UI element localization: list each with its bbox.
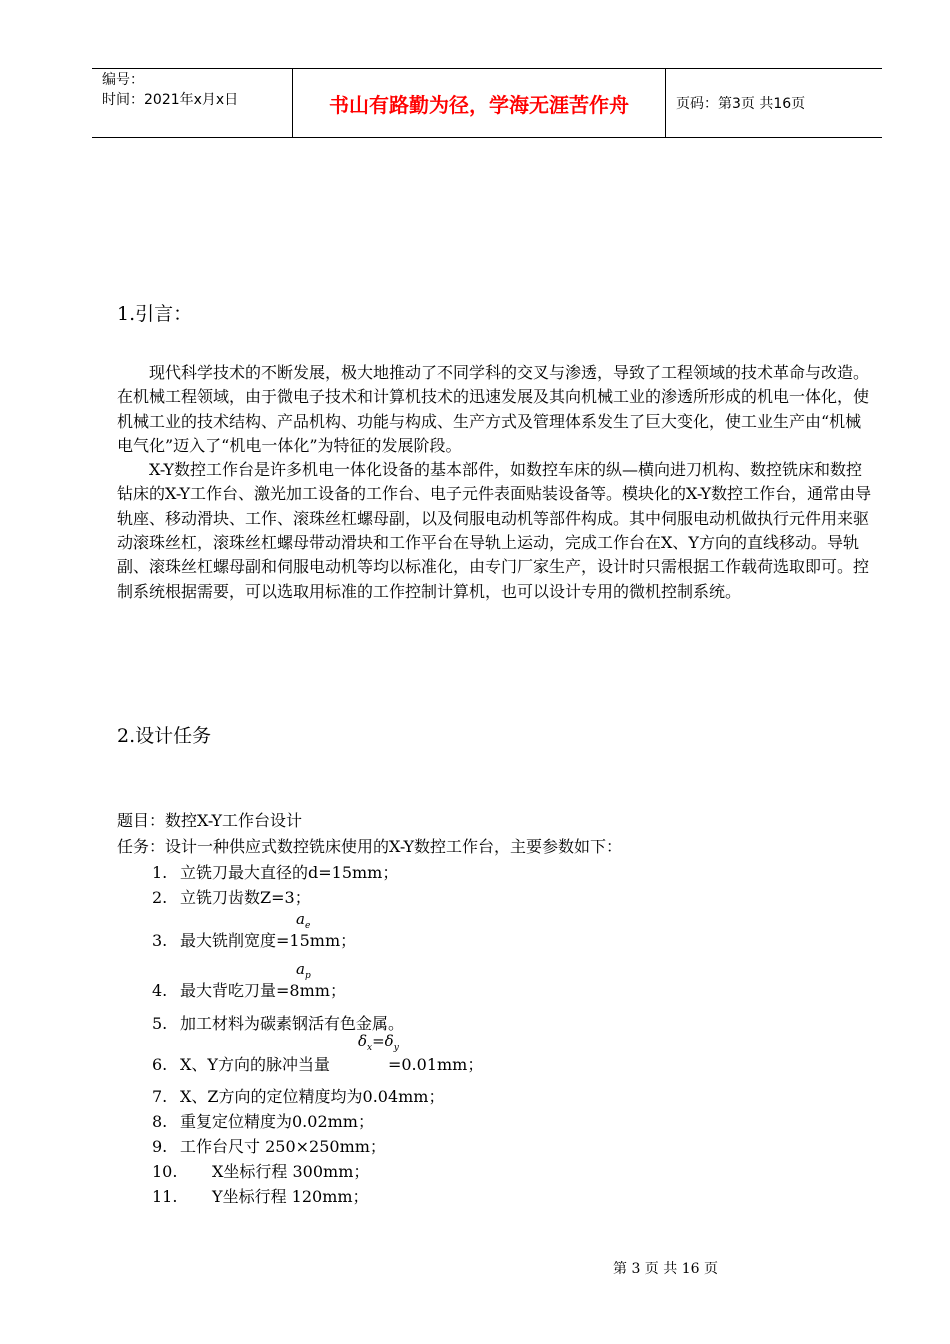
list-item: 9. 工作台尺寸 250×250mm； (152, 1137, 386, 1156)
depth-symbol: $a_p$ (296, 960, 311, 981)
intro-text (117, 361, 877, 604)
topic-line: 题目：数控X-Y工作台设计 (117, 811, 303, 830)
page-header (92, 68, 882, 138)
intro-paragraph-1: 现代科学技术的不断发展，极大地推动了不同学科的交叉与渗透，导致了工程领域的技术革命与改造。在机械工程领域，由于微电子技术和计算机技术的迅速发展及其向机械工业的渗透所形成的机电一体化，使机械工业的技术结构、产品机构、功能与构成、生产方式及管理体系发生了巨大变化，使工业生产由“机械电气化”迈入了“机电一体化”为特征的发展阶段。 (117, 363, 870, 455)
time-label: 时间：2021年x月x日 (102, 92, 239, 108)
number-label: 编号： (102, 72, 144, 88)
page-label: 页码：第3页 共16页 (676, 96, 806, 112)
intro-paragraph-2: X-Y数控工作台是许多机电一体化设备的基本部件，如数控车床的纵—横向进刀机构、数控铣床和数控钻床的X-Y工作台、激光加工设备的工作台、电子元件表面贴装设备等。模块化的X-Y数控工作台，通常由导轨座、移动滑块、工作、滚珠丝杠螺母副，以及伺服电动机等部件构成。其中伺服电动机做执行元件用来驱动滚珠丝杠，滚珠丝杠螺母带动滑块和工作平台在导轨上运动，完成工作台在X、Y方向的直线移动。导轨副、滚珠丝杠螺母副和伺服电动机等均以标准化，由专门厂家生产，设计时只需根据工作载荷选取即可。控制系统根据需要，可以选取用标准的工作控制计算机，也可以设计专用的微机控制系统。 (117, 460, 872, 601)
page-footer: 第 3 页 共 16 页 (613, 1261, 718, 1277)
width-symbol: $a_e$ (296, 910, 311, 931)
list-item: 4. 最大背吃刀量=8mm； (152, 981, 346, 1000)
list-item: 7. X、Z方向的定位精度均为0.04mm； (152, 1087, 445, 1106)
pulse-symbol: $\delta_x=\delta_y$ (358, 1032, 399, 1053)
list-item: 1. 立铣刀最大直径的d=15mm； (152, 863, 399, 882)
task-line: 任务：设计一种供应式数控铣床使用的X-Y数控工作台，主要参数如下： (117, 837, 623, 856)
section2-heading: 2.设计任务 (117, 725, 212, 747)
header-left-cell (92, 69, 293, 137)
list-item: 2. 立铣刀齿数Z=3； (152, 888, 311, 907)
list-item: 3. 最大铣削宽度=15mm； (152, 931, 357, 950)
list-item: 8. 重复定位精度为0.02mm； (152, 1112, 374, 1131)
list-item: 11. Y坐标行程 120mm； (152, 1187, 369, 1206)
header-page-cell (666, 69, 882, 137)
list-item: 6. X、Y方向的脉冲当量 =0.01mm； (152, 1055, 484, 1074)
list-item: 10. X坐标行程 300mm； (152, 1162, 370, 1181)
motto: 书山有路勤为径，学海无涯苦作舟 (293, 69, 666, 137)
list-item: 5. 加工材料为碳素钢活有色金属。 (152, 1014, 405, 1033)
section1-heading: 1.引言： (117, 303, 193, 325)
